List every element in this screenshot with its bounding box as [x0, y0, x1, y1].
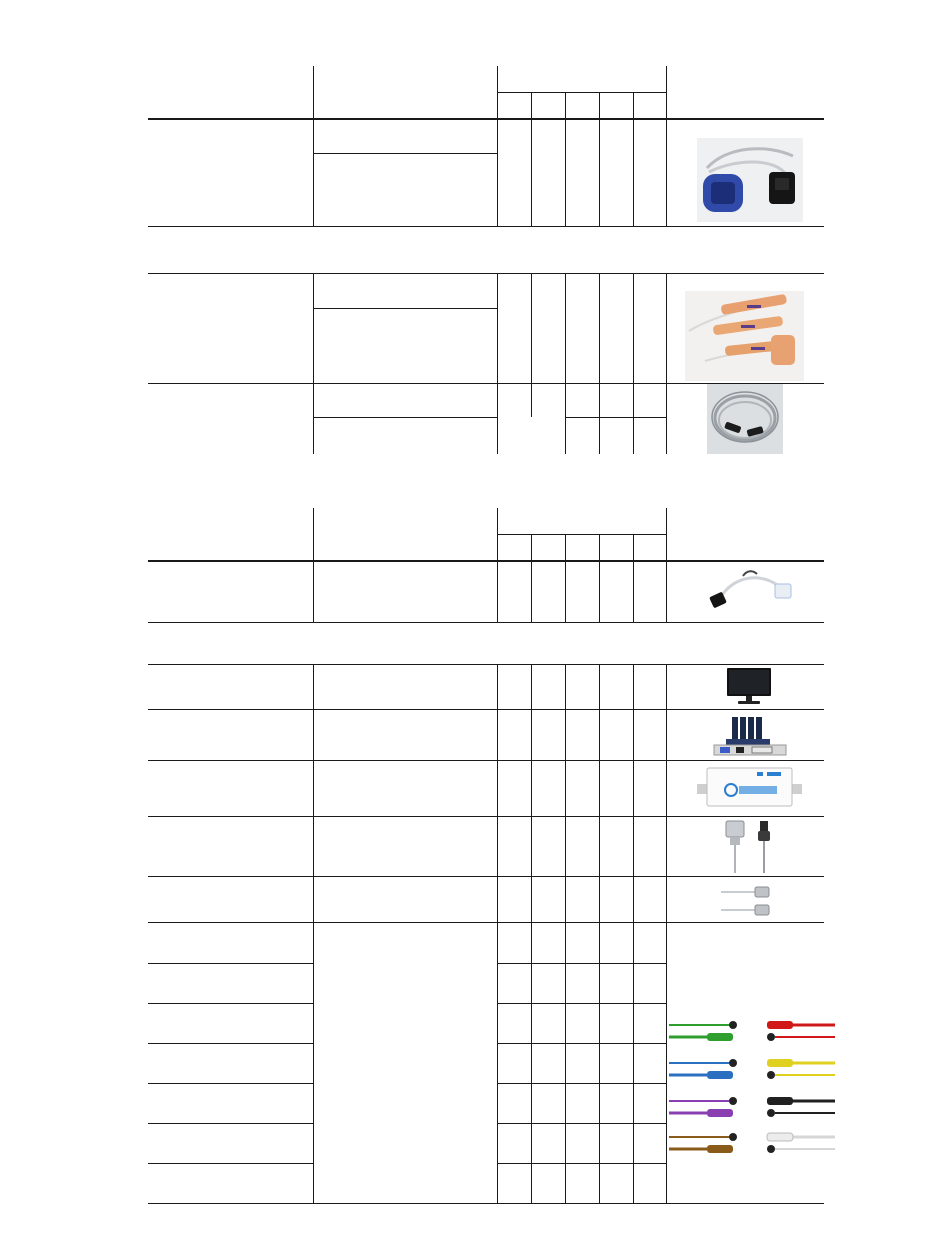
product-image-adapter-cable [703, 566, 795, 612]
grid-line [313, 308, 497, 309]
graphics-card-icon [712, 715, 788, 757]
electrode-lead-blue [669, 1059, 737, 1079]
grid-line [531, 92, 532, 227]
coiled-cable-icon [707, 384, 783, 454]
grid-line [497, 92, 667, 93]
row-rule [148, 1083, 313, 1084]
electrode-lead-black [767, 1097, 835, 1117]
grid-line [497, 508, 498, 623]
electrode-leads-icon [667, 1017, 837, 1157]
grid-line [313, 153, 497, 154]
grid-line [313, 274, 314, 454]
monitor-icon [725, 666, 773, 706]
product-image-monitor [725, 666, 773, 706]
grid-line [666, 66, 667, 227]
grid-line [599, 274, 600, 454]
row-rule [497, 1003, 667, 1004]
grid-line [313, 66, 314, 227]
grid-line [599, 534, 600, 623]
electrode-lead-brown [669, 1133, 737, 1153]
header-rule [148, 560, 824, 562]
grid-line [565, 92, 566, 227]
electrode-lead-white [767, 1133, 835, 1153]
product-image-interface-cables [719, 884, 771, 918]
grid-line [666, 508, 667, 623]
grid-line [497, 664, 498, 1204]
product-image-video-card [712, 715, 788, 757]
grid-line [531, 534, 532, 623]
row-rule [148, 226, 824, 227]
row-rule [148, 664, 824, 665]
row-rule [148, 816, 824, 817]
row-rule [148, 1003, 313, 1004]
row-rule [148, 622, 824, 623]
row-rule [497, 1163, 667, 1164]
disposable-sensor-icon [685, 291, 804, 381]
grid-line [565, 534, 566, 623]
row-rule [148, 922, 824, 923]
grid-line [666, 274, 667, 454]
row-rule [497, 963, 667, 964]
table-bottom-rule [148, 1203, 824, 1204]
product-image-color-electrode-leads [667, 1017, 837, 1157]
product-image-spo2-extension-cable [697, 138, 803, 222]
product-image-connector-cables [720, 819, 778, 874]
product-image-neuro-mep-module [697, 764, 802, 808]
grid-line [497, 274, 498, 454]
row-rule [148, 1123, 313, 1124]
grid-line [633, 274, 634, 454]
grid-line [599, 664, 600, 1204]
grid-line [531, 274, 532, 417]
product-image-neonatal-sensors [685, 291, 804, 381]
grid-line [313, 417, 497, 418]
interface-cable-icon [719, 884, 771, 918]
electrode-lead-green [669, 1021, 737, 1041]
grid-line [313, 664, 314, 1204]
grid-line [565, 664, 566, 1204]
adapter-cable-icon [703, 566, 795, 612]
grid-line [633, 664, 634, 1204]
amplifier-module-icon [697, 764, 802, 808]
row-rule [148, 1163, 313, 1164]
electrode-lead-purple [669, 1097, 737, 1117]
db9-connector-icon [720, 819, 778, 874]
row-rule [148, 1043, 313, 1044]
grid-line [313, 508, 314, 623]
row-rule [497, 1043, 667, 1044]
grid-line [497, 66, 498, 227]
grid-line [565, 274, 566, 454]
header-rule [148, 118, 824, 120]
row-rule [497, 1083, 667, 1084]
grid-line [633, 92, 634, 227]
row-rule [148, 963, 313, 964]
electrode-lead-red [767, 1021, 835, 1041]
grid-line [633, 534, 634, 623]
grid-line [565, 417, 667, 418]
electrode-lead-yellow [767, 1059, 835, 1079]
row-rule [148, 876, 824, 877]
product-image-coiled-cable [707, 384, 783, 454]
row-rule [148, 709, 824, 710]
section-rule [148, 273, 824, 274]
grid-line [531, 664, 532, 1204]
row-rule [497, 1123, 667, 1124]
grid-line [599, 92, 600, 227]
grid-line [497, 534, 667, 535]
row-rule [148, 760, 824, 761]
spo2-adapter-cable-icon [697, 138, 803, 222]
